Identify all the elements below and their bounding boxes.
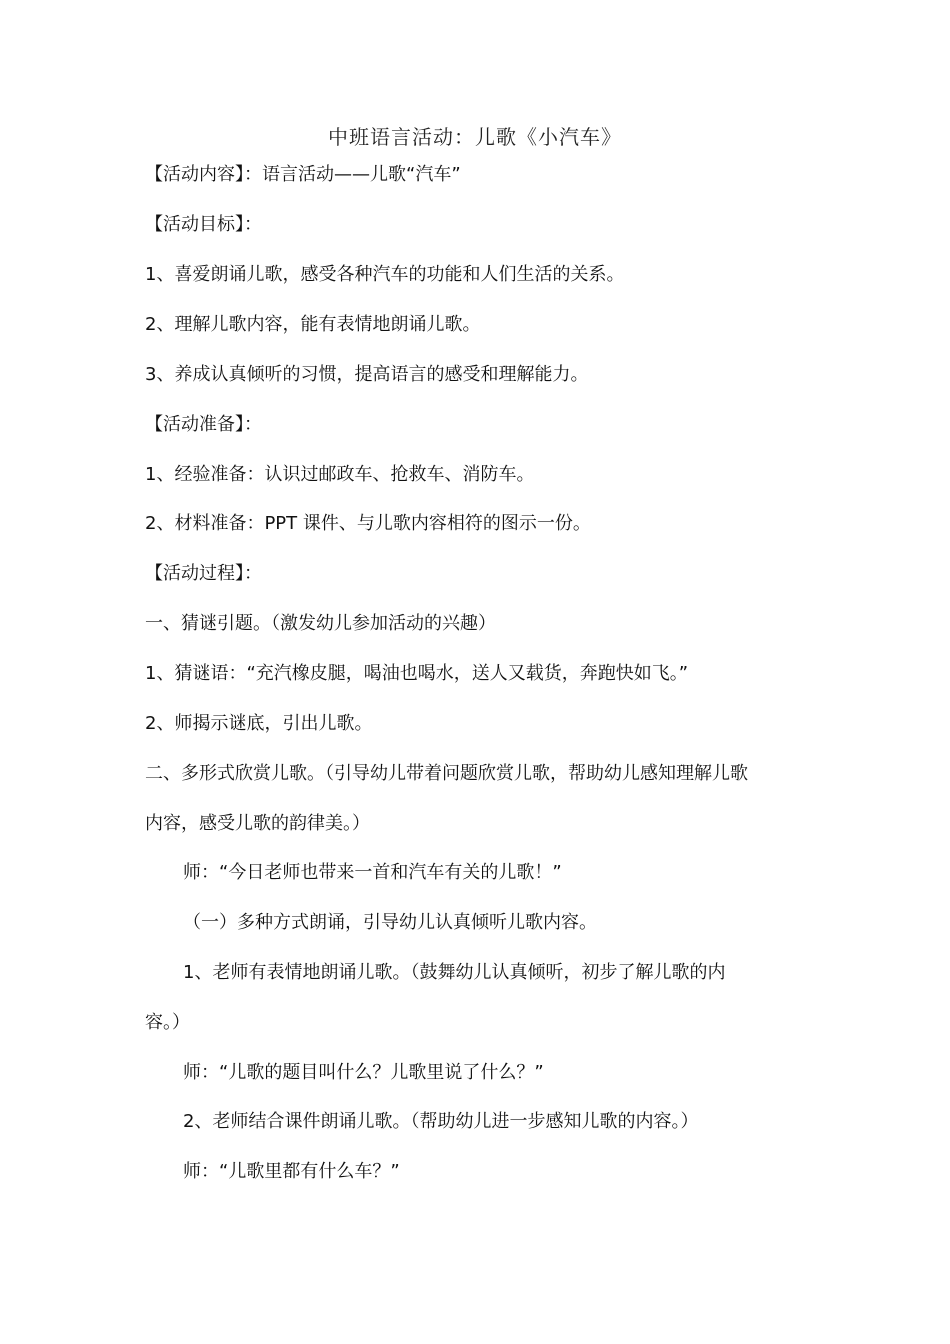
preparation-item: 2、材料准备：PPT 课件、与儿歌内容相符的图示一份。 bbox=[145, 513, 591, 534]
teacher-quote: 师：“今日老师也带来一首和汽车有关的儿歌！” bbox=[183, 862, 562, 883]
process-step-heading-continued: 内容，感受儿歌的韵律美。） bbox=[145, 813, 370, 834]
process-item: 2、师揭示谜底，引出儿歌。 bbox=[145, 713, 373, 734]
process-step-heading: 二、多形式欣赏儿歌。（引导幼儿带着问题欣赏儿歌，帮助幼儿感知理解儿歌 bbox=[145, 763, 748, 784]
goal-item: 2、理解儿歌内容，能有表情地朗诵儿歌。 bbox=[145, 314, 481, 335]
section-heading-process: 【活动过程】： bbox=[145, 563, 262, 584]
section-heading-content: 【活动内容】：语言活动——儿歌“汽车” bbox=[145, 164, 461, 185]
goal-item: 3、养成认真倾听的习惯，提高语言的感受和理解能力。 bbox=[145, 364, 589, 385]
process-item: 1、猜谜语：“充汽橡皮腿，喝油也喝水，送人又载货，奔跑快如飞。” bbox=[145, 663, 689, 684]
preparation-item: 1、经验准备：认识过邮政车、抢救车、消防车。 bbox=[145, 464, 535, 485]
section-heading-preparation: 【活动准备】： bbox=[145, 414, 262, 435]
teacher-quote: 师：“儿歌里都有什么车？” bbox=[183, 1161, 400, 1182]
goal-item: 1、喜爱朗诵儿歌，感受各种汽车的功能和人们生活的关系。 bbox=[145, 264, 625, 285]
process-substep-heading: （一）多种方式朗诵，引导幼儿认真倾听儿歌内容。 bbox=[183, 912, 597, 933]
document-title: 中班语言活动：儿歌《小汽车》 bbox=[328, 125, 622, 149]
process-item: 2、老师结合课件朗诵儿歌。（帮助幼儿进一步感知儿歌的内容。） bbox=[183, 1111, 699, 1132]
process-item-continued: 容。） bbox=[145, 1012, 190, 1033]
process-step-heading: 一、猜谜引题。（激发幼儿参加活动的兴趣） bbox=[145, 613, 496, 634]
section-heading-goals: 【活动目标】： bbox=[145, 214, 262, 235]
teacher-quote: 师：“儿歌的题目叫什么？儿歌里说了什么？” bbox=[183, 1062, 544, 1083]
process-item: 1、老师有表情地朗诵儿歌。（鼓舞幼儿认真倾听，初步了解儿歌的内 bbox=[183, 962, 726, 983]
